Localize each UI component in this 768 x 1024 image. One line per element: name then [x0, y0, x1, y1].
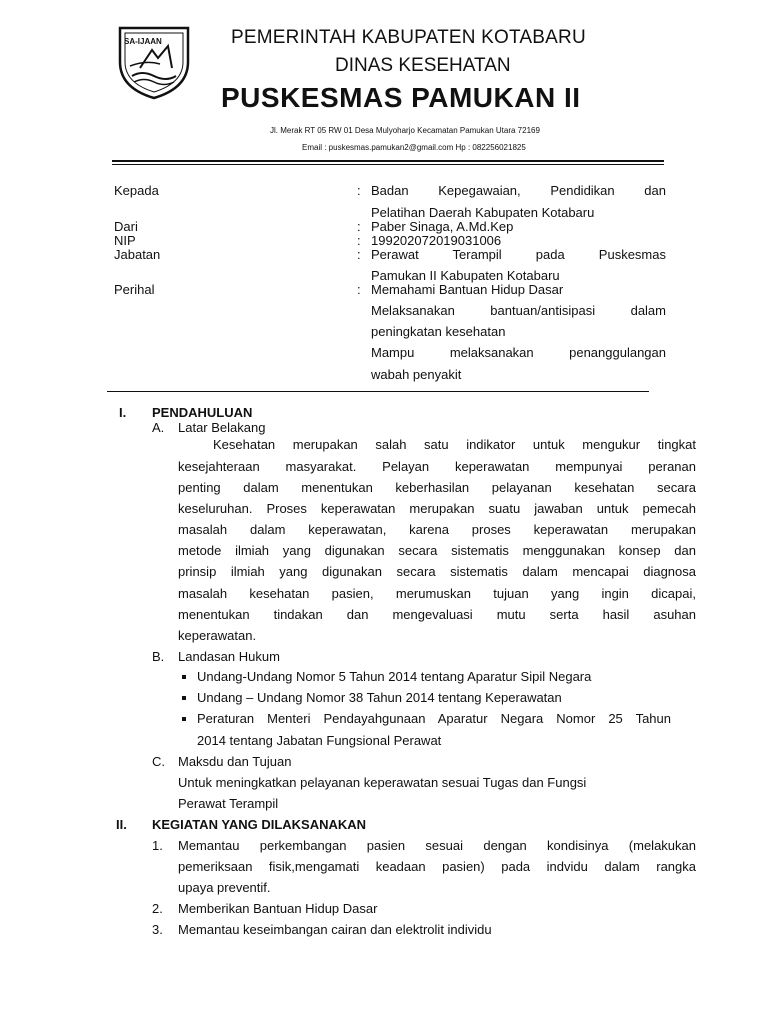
section-2-title: KEGIATAN YANG DILAKSANAKAN — [152, 817, 367, 832]
subsection-c-title: Maksdu dan Tujuan — [178, 754, 292, 769]
kepada-colon: : — [357, 183, 361, 198]
activity-item-continued: pemeriksaan fisik,mengamati keadaan pasien) pada indvidu dalam rangka — [178, 859, 696, 874]
bullet-icon — [182, 675, 186, 679]
section-1-title: PENDAHULUAN — [152, 405, 253, 420]
purpose-line: Perawat Terampil — [178, 796, 279, 811]
dari-label: Dari — [114, 219, 138, 234]
law-item: Undang – Undang Nomor 38 Tahun 2014 tentang Keperawatan — [197, 690, 562, 705]
activity-item: Memberikan Bantuan Hidup Dasar — [178, 901, 378, 916]
activity-number: 2. — [152, 901, 163, 916]
perihal-value-5: wabah penyakit — [371, 367, 462, 382]
law-item: Peraturan Menteri Pendayahgunaan Aparatur Negara Nomor 25 Tahun — [197, 711, 671, 726]
perihal-value-2: Melaksanakan bantuan/antisipasi dalam — [371, 303, 666, 318]
bullet-icon — [182, 717, 186, 721]
paragraph-line: Kesehatan merupakan salah satu indikator untuk mengukur tingkat — [213, 437, 696, 452]
activity-item-continued: upaya preventif. — [178, 880, 271, 895]
activity-item: Memantau keseimbangan cairan dan elektrolit individu — [178, 922, 492, 937]
header-rule-thin — [112, 164, 664, 165]
law-item: Undang-Undang Nomor 5 Tahun 2014 tentang Aparatur Sipil Negara — [197, 669, 592, 684]
dari-colon: : — [357, 219, 361, 234]
paragraph-line: kesejahteraan masyarakat. Pelayan keperawatan mempunyai peranan — [178, 459, 696, 474]
activity-number: 3. — [152, 922, 163, 937]
kepada-value-1: Badan Kepegawaian, Pendidikan dan — [371, 183, 666, 198]
header-rule-thick — [112, 160, 664, 162]
perihal-label: Perihal — [114, 282, 155, 297]
logo-banner-text: SA-IJAAN — [124, 37, 162, 46]
nip-label: NIP — [114, 233, 136, 248]
dari-value: Paber Sinaga, A.Md.Kep — [371, 219, 514, 234]
perihal-value-3: peningkatan kesehatan — [371, 324, 506, 339]
section-1-number: I. — [119, 405, 127, 420]
perihal-colon: : — [357, 282, 361, 297]
subsection-b-title: Landasan Hukum — [178, 649, 280, 664]
subsection-a-title: Latar Belakang — [178, 420, 266, 435]
paragraph-line: keseluruhan. Proses keperawatan merupakan suatu jawaban untuk pemecah — [178, 501, 696, 516]
nip-colon: : — [357, 233, 361, 248]
jabatan-value-1: Perawat Terampil pada Puskesmas — [371, 247, 666, 262]
perihal-value-1: Memahami Bantuan Hidup Dasar — [371, 282, 564, 297]
purpose-line: Untuk meningkatkan pelayanan keperawatan sesuai Tugas dan Fungsi — [178, 775, 587, 790]
paragraph-line: prinsip ilmiah yang digunakan secara sistematis dalam mencapai diagnosa — [178, 564, 696, 579]
subsection-a-label: A. — [152, 420, 165, 435]
nip-value: 199202072019031006 — [371, 233, 502, 248]
jabatan-label: Jabatan — [114, 247, 161, 262]
bullet-icon — [182, 696, 186, 700]
memo-divider — [107, 391, 649, 392]
kepada-label: Kepada — [114, 183, 159, 198]
paragraph-line: penting dalam menentukan keberhasilan pelayanan kesehatan secara — [178, 480, 696, 495]
paragraph-line: metode ilmiah yang digunakan secara sistematis menggunakan konsep dan — [178, 543, 696, 558]
perihal-value-4: Mampu melaksanakan penanggulangan — [371, 345, 666, 360]
jabatan-value-2: Pamukan II Kabupaten Kotabaru — [371, 268, 560, 283]
kotabaru-logo — [112, 20, 196, 102]
subsection-c-label: C. — [152, 754, 165, 769]
header-department: DINAS KESEHATAN — [335, 55, 511, 76]
paragraph-line: masalah kesehatan pasien, merumuskan tujuan yang ingin dicapai, — [178, 586, 696, 601]
law-item-continued: 2014 tentang Jabatan Fungsional Perawat — [197, 733, 442, 748]
header-institution: PUSKESMAS PAMUKAN II — [221, 82, 581, 113]
paragraph-line: keperawatan. — [178, 628, 257, 643]
header-contact: Email : puskesmas.pamukan2@gmail.com Hp : 082256021825 — [302, 143, 526, 152]
paragraph-line: masalah dalam keperawatan, karena proses keperawatan merupakan — [178, 522, 696, 537]
header-address: Jl. Merak RT 05 RW 01 Desa Mulyoharjo Kecamatan Pamukan Utara 72169 — [270, 126, 540, 135]
subsection-b-label: B. — [152, 649, 165, 664]
kepada-value-2: Pelatihan Daerah Kabupaten Kotabaru — [371, 205, 595, 220]
jabatan-colon: : — [357, 247, 361, 262]
activity-number: 1. — [152, 838, 163, 853]
header-government: PEMERINTAH KABUPATEN KOTABARU — [231, 27, 586, 48]
activity-item: Memantau perkembangan pasien sesuai dengan kondisinya (melakukan — [178, 838, 696, 853]
paragraph-line: menentukan tindakan dan mengevaluasi mutu serta hasil asuhan — [178, 607, 696, 622]
section-2-number: II. — [116, 817, 127, 832]
